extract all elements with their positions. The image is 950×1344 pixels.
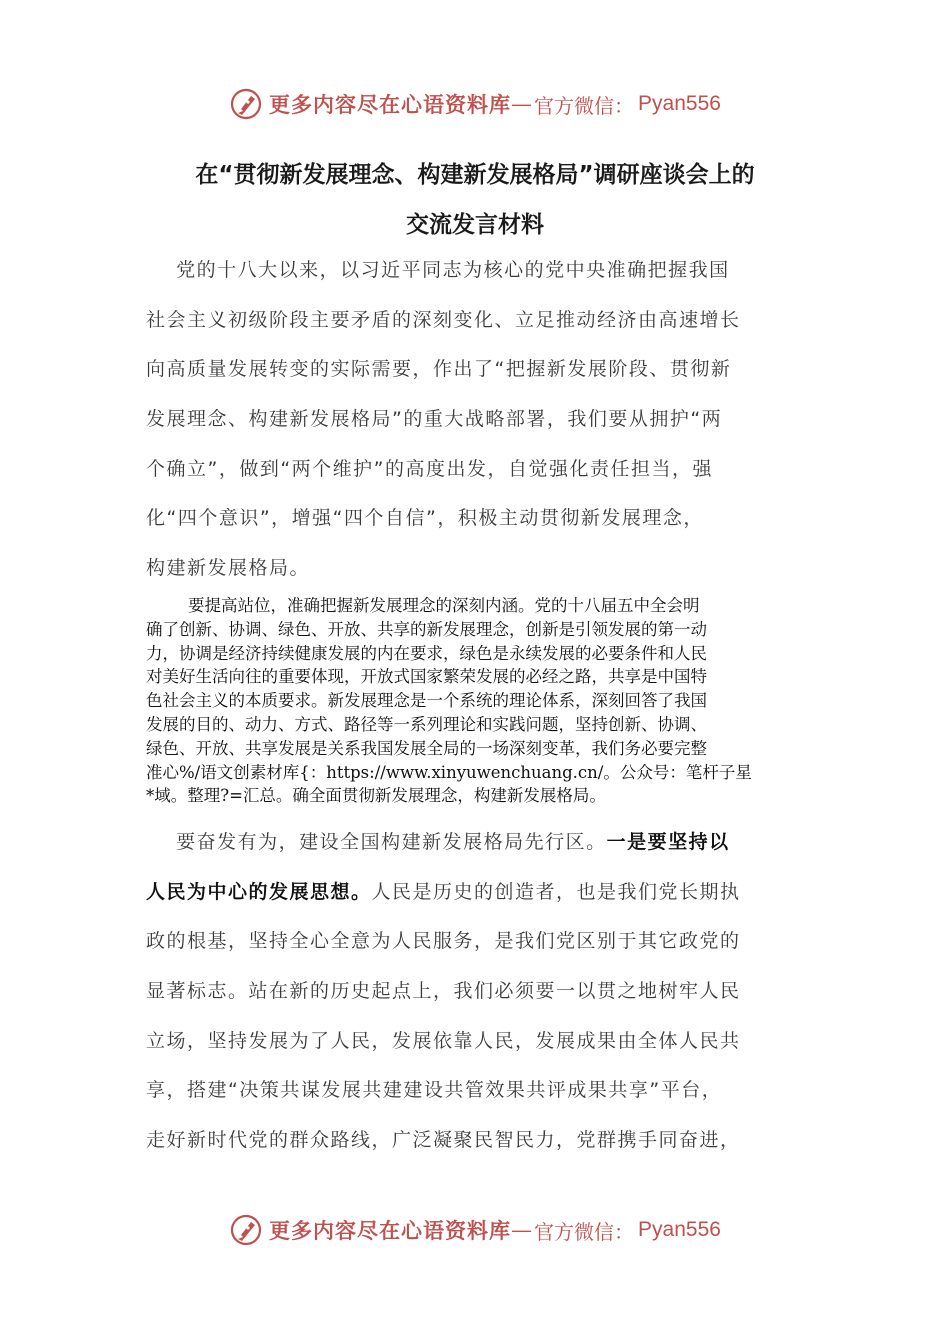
text-line: 发展理念、构建新发展格局”的重大战略部署，我们要从拥护“两 [146,408,723,431]
header-banner[interactable] [0,84,950,124]
text-line: 享，搭建“决策共谋发展共建建设共管效果共评成果共享”平台， [146,1079,723,1102]
text-line: 力，协调是经济持续健康发展的内在要求，绿色是永续发展的必要条件和人民 [146,643,707,663]
text-line: 显著标志。站在新的历史起点上，我们必须要一以贯之地树牢人民 [146,980,741,1003]
text-bold: 一是要坚持以 [606,831,730,853]
banner-dash: — [511,1218,533,1242]
text-plain: 要奋发有为，建设全国构建新发展格局先行区。 [146,831,607,853]
banner-wechat-label: 官方微信： [534,93,635,118]
banner-wechat-id: Pyan556 [638,1218,721,1241]
text-line: 向高质量发展转变的实际需要，作出了“把握新发展阶段、贯彻新 [146,358,732,381]
pen-nib-logo-icon [229,1213,263,1247]
text-line [146,868,806,918]
banner-wechat-label: 官方微信： [534,1219,635,1244]
text-line: 党的十八大以来，以习近平同志为核心的党中央准确把握我国 [146,259,730,281]
text-line: 构建新发展格局。 [146,557,311,580]
paragraph-2 [146,594,808,808]
banner-text: 更多内容尽在心语资料库 [269,92,512,117]
paragraph-1 [146,246,806,594]
text-line: 色社会主义的本质要求。新发展理念是一个系统的理论体系，深刻回答了我国 [146,691,707,711]
text-bold: 人民为中心的发展思想。 [146,880,372,903]
text-line: 政的根基，坚持全心全意为人民服务，是我们党区别于其它政党的 [146,930,741,953]
text-line: 绿色、开放、共享发展是关系我国发展全局的一场深刻变革，我们务必要完整 [146,738,707,758]
banner-wechat-id: Pyan556 [638,92,721,115]
document-title-line-1: 在“贯彻新发展理念、构建新发展格局”调研座谈会上的 [195,162,755,188]
text-line: 走好新时代党的群众路线，广泛凝聚民智民力，党群携手同奋进， [146,1129,741,1152]
text-line: 个确立”，做到“两个维护”的高度出发，自觉强化责任担当，强 [146,457,714,480]
text-line: 对美好生活向往的重要体现，开放式国家繁荣发展的必经之路，共享是中国特 [146,667,707,687]
text-line [146,818,806,868]
text-plain: 人民是历史的创造者，也是我们党长期执 [371,880,741,903]
text-line: 确了创新、协调、绿色、开放、共享的新发展理念，创新是引领发展的第一动 [146,619,707,639]
banner-text: 更多内容尽在心语资料库 [269,1218,512,1243]
text-line: 化“四个意识”，增强“四个自信”，积极主动贯彻新发展理念， [146,507,704,530]
text-line: 准心%/语文创素材库{：https://www.xinyuwenchuang.cn/。公众号：笔杆子星 [146,762,752,782]
document-title-line-2: 交流发言材料 [406,212,544,238]
text-line: *域。整理?=汇总。确全面贯彻新发展理念，构建新发展格局。 [146,786,606,806]
footer-banner[interactable] [0,1210,950,1250]
text-line: 发展的目的、动力、方式、路径等一系列理论和实践问题，坚持创新、协调、 [146,714,707,734]
paragraph-3 [146,818,806,1166]
text-line: 要提高站位，准确把握新发展理念的深刻内涵。党的十八届五中全会明 [146,596,700,615]
banner-dash: — [511,92,533,116]
text-line: 立场，坚持发展为了人民，发展依靠人民，发展成果由全体人民共 [146,1029,741,1052]
pen-nib-logo-icon [229,87,263,121]
text-line: 社会主义初级阶段主要矛盾的深刻变化、立足推动经济由高速增长 [146,308,741,331]
